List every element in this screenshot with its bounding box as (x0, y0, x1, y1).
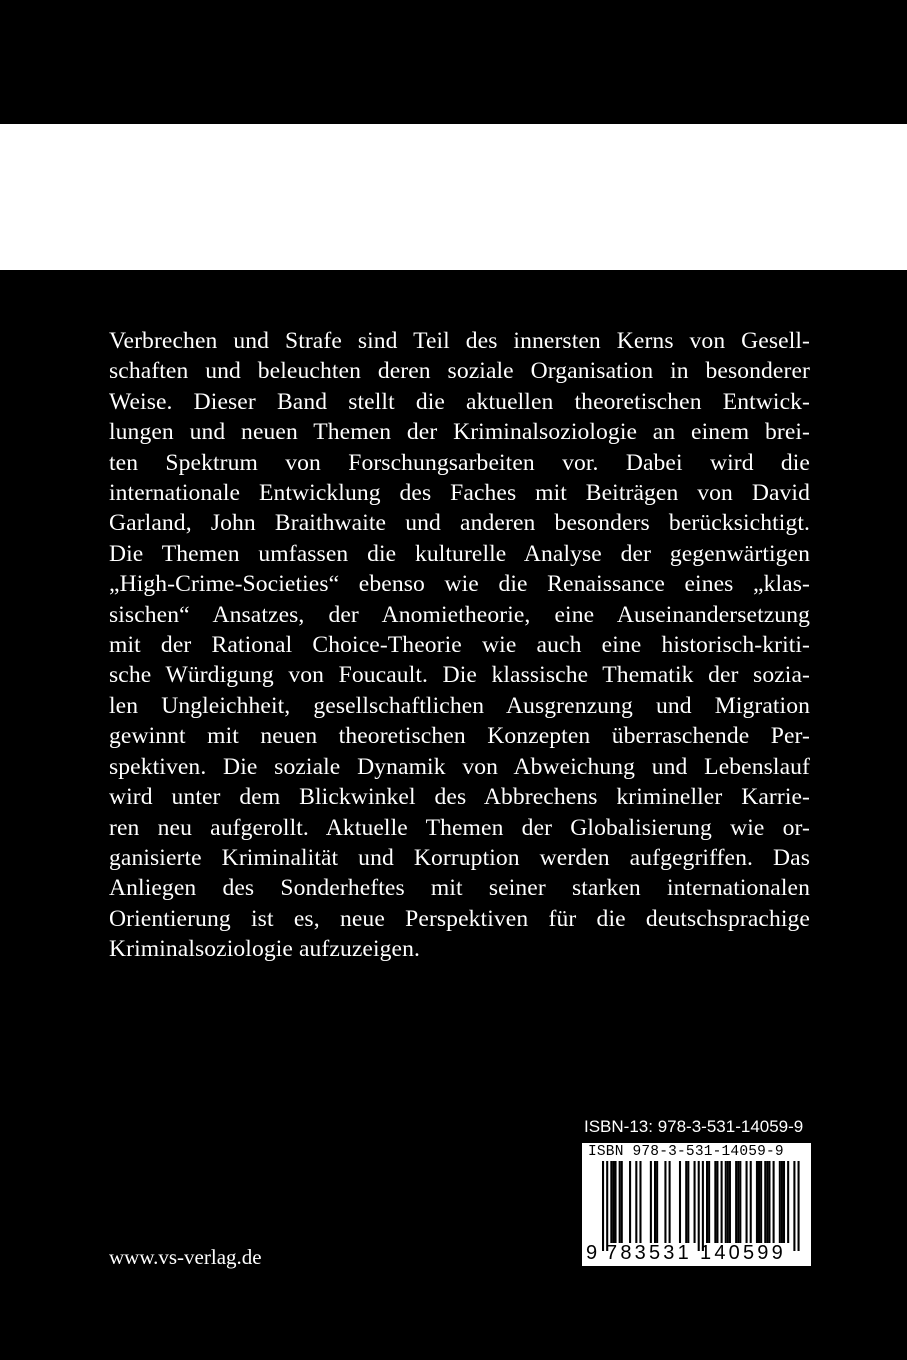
barcode-bar (787, 1161, 789, 1243)
barcode-bar (727, 1161, 729, 1243)
blurb-line: lungen und neuen Themen der Kriminalsoziologie an einem brei- (109, 419, 810, 446)
barcode-bar (781, 1161, 783, 1243)
barcode-bar (760, 1161, 762, 1243)
publisher-url[interactable]: www.vs-verlag.de (109, 1245, 262, 1269)
barcode-digits (582, 1242, 811, 1266)
barcode-bar (766, 1161, 768, 1243)
blurb-line: Garland, John Braithwaite und anderen besonders berücksichtigt. (109, 510, 810, 537)
blurb-line: internationale Entwicklung des Faches mit Beiträgen von David (109, 480, 810, 507)
barcode-bar (729, 1161, 731, 1243)
barcode-bar (779, 1161, 781, 1243)
barcode-bar (721, 1161, 723, 1243)
blurb-line: Orientierung ist es, neue Perspektiven für die deutschsprachige (109, 905, 810, 932)
blurb-line: Verbrechen und Strafe sind Teil des innersten Kerns von Gesell- (109, 328, 810, 354)
barcode-bar (621, 1161, 623, 1243)
barcode-bar (664, 1161, 666, 1243)
barcode-bar (764, 1161, 766, 1243)
barcode-digits-left: 783531 (606, 1242, 692, 1264)
barcode-bar (639, 1161, 641, 1243)
barcode-bar (679, 1161, 681, 1243)
back-cover-blurb (109, 326, 810, 965)
blurb-line: „High-Crime-Societies“ ebenso wie die Renaissance eines „klas- (109, 571, 810, 598)
barcode-bar (614, 1161, 616, 1243)
blurb-line: Weise. Dieser Band stellt die aktuellen theoretischen Entwick- (109, 388, 810, 415)
blurb-line: wird unter dem Blickwinkel des Abbrechens krimineller Karrie- (109, 784, 810, 811)
barcode-digits-right: 140599 (700, 1242, 786, 1264)
barcode-bar (708, 1161, 710, 1243)
barcode-bar (768, 1161, 770, 1243)
blurb-line: len Ungleichheit, gesellschaftlichen Ausgrenzung und Migration (109, 692, 810, 719)
barcode-bar (698, 1161, 700, 1251)
barcode-bar (773, 1161, 775, 1243)
barcode-bar (654, 1161, 656, 1243)
blurb-line: sischen“ Ansatzes, der Anomietheorie, eine Auseinandersetzung (109, 601, 810, 628)
barcode-bar (798, 1161, 800, 1251)
barcode-bar (656, 1161, 658, 1243)
barcode-bar (635, 1161, 637, 1243)
barcode-bar (687, 1161, 689, 1243)
barcode-bar (725, 1161, 727, 1243)
barcode-bar (716, 1161, 718, 1243)
barcode-bar (694, 1161, 696, 1243)
barcode-bar (756, 1161, 758, 1243)
blurb-line: Kriminalsoziologie aufzuzeigen. (109, 936, 421, 963)
barcode-bar (706, 1161, 708, 1243)
blurb-line: schaften und beleuchten deren soziale Organisation in besonderer (109, 358, 810, 385)
isbn-label: ISBN-13: 978-3-531-14059-9 (584, 1117, 804, 1136)
barcode-bar (758, 1161, 760, 1243)
barcode-bar (685, 1161, 687, 1243)
barcode-bar (702, 1161, 704, 1251)
barcode-bar (610, 1161, 612, 1243)
blurb-line: ganisierte Kriminalität und Korruption werden aufgegriffen. Das (109, 844, 810, 871)
blurb-line: Die Themen umfassen die kulturelle Analyse der gegenwärtigen (109, 540, 810, 567)
barcode-bar (669, 1161, 671, 1243)
barcode-bar (606, 1161, 608, 1251)
barcode (582, 1143, 811, 1266)
barcode-bar (650, 1161, 652, 1243)
barcode-isbn-text: ISBN 978-3-531-14059-9 (588, 1144, 784, 1160)
white-band (0, 124, 907, 270)
barcode-bar (619, 1161, 621, 1243)
blurb-line: mit der Rational Choice-Theorie wie auch eine historisch-kriti- (109, 632, 810, 659)
barcode-bar (714, 1161, 716, 1243)
barcode-bar (746, 1161, 748, 1243)
barcode-bar (612, 1161, 614, 1243)
barcode-bar (737, 1161, 739, 1243)
blurb-line: gewinnt mit neuen theoretischen Konzepten überraschende Per- (109, 723, 810, 750)
blurb-line: ren neu aufgerollt. Aktuelle Themen der Globalisierung wie or- (109, 814, 810, 841)
blurb-line: spektiven. Die soziale Dynamik von Abweichung und Lebenslauf (109, 753, 810, 780)
barcode-bar (629, 1161, 631, 1243)
blurb-line: sche Würdigung von Foucault. Die klassische Thematik der sozia- (109, 662, 810, 689)
barcode-bar (602, 1161, 604, 1251)
barcode-bar (735, 1161, 737, 1243)
blurb-line: Anliegen des Sonderheftes mit seiner starken internationalen (109, 875, 810, 902)
barcode-bar (793, 1161, 795, 1251)
barcode-bar (783, 1161, 785, 1243)
barcode-bar (750, 1161, 752, 1243)
barcode-bar (739, 1161, 741, 1243)
blurb-line: ten Spektrum von Forschungsarbeiten vor. Dabei wird die (109, 449, 810, 476)
barcode-digit-prefix: 9 (586, 1242, 598, 1264)
